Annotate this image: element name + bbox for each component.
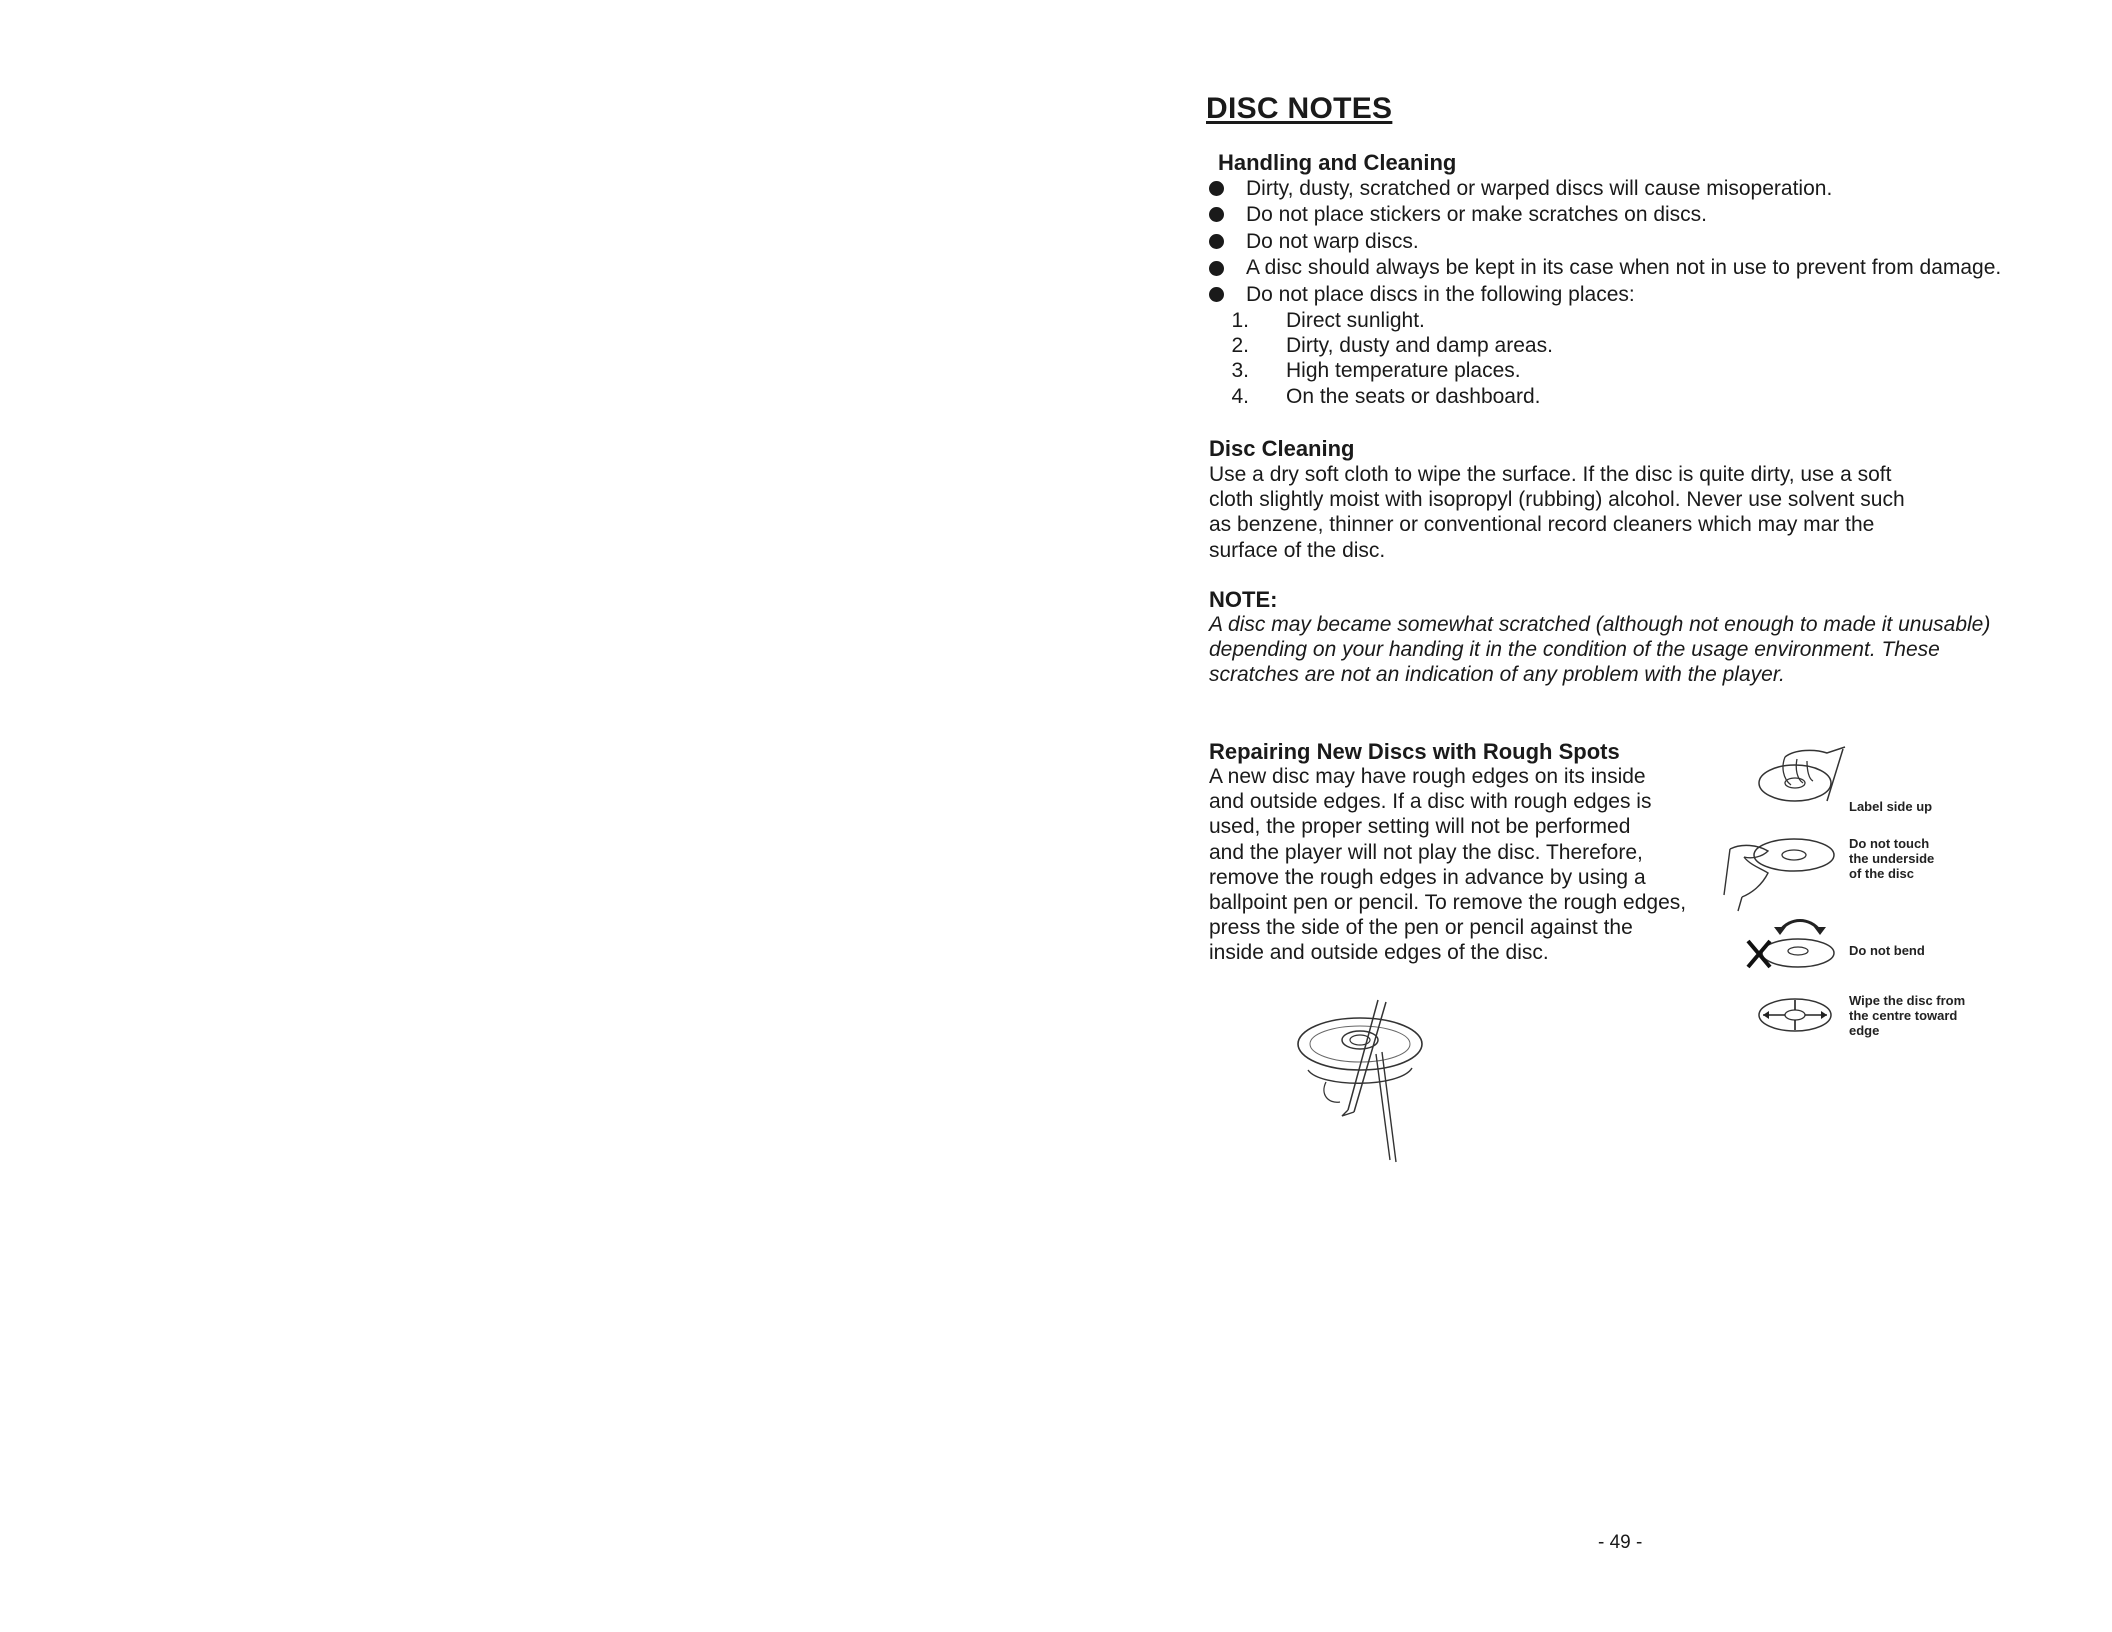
do-not-bend-caption: Do not bend <box>1849 943 1925 958</box>
wipe-caption: Wipe the disc from the centre toward edge <box>1849 993 1966 1038</box>
bullet-icon <box>1209 181 1224 196</box>
handling-heading: Handling and Cleaning <box>1218 150 1457 175</box>
note-text: A disc may became somewhat scratched (although not enough to made it unusable) depending on your handing it in the condition of the usage environment. These scratches are not an indication of any problem with the player. <box>1209 613 1991 687</box>
repairing-text: A new disc may have rough edges on its inside and outside edges. If a disc with rough edges is used, the proper setting will not be performed and the player will not play the disc. Therefore, remove the rough edges in advance by using a ballpoint pen or pencil. To remove the rough edges, press the side of the pen or pencil against the inside and outside edges of the disc. <box>1209 765 1687 965</box>
label-side-up-caption: Label side up <box>1849 799 1933 814</box>
hand-holding-disc-icon <box>1755 745 1855 820</box>
handling-bullet-list <box>1206 175 2086 308</box>
hand-touching-disc-edge-icon <box>1722 835 1842 915</box>
do-not-touch-caption: Do not touch the underside of the disc <box>1849 836 1935 881</box>
repairing-heading: Repairing New Discs with Rough Spots <box>1209 739 1620 764</box>
note-heading: NOTE: <box>1209 587 1278 612</box>
pen-on-disc-icon <box>1290 998 1440 1168</box>
list-item: 2. Dirty, dusty and damp areas. <box>1231 334 1553 358</box>
do-not-bend-icon <box>1740 915 1840 975</box>
list-item: A disc should always be kept in its case when not in use to prevent from damage. <box>1206 255 2086 282</box>
list-item: Do not place stickers or make scratches on discs. <box>1206 202 2086 229</box>
page-title: DISC NOTES <box>1206 92 1393 125</box>
disc-cleaning-text: Use a dry soft cloth to wipe the surface. If the disc is quite dirty, use a soft cloth slightly moist with isopropyl (rubbing) alcohol. Never use solvent such as benzene, thinner or conventional record cleaners which may mar the surface of the disc. <box>1209 463 1905 562</box>
bullet-icon <box>1209 207 1224 222</box>
places-list <box>1222 308 1553 409</box>
wipe-direction-icon <box>1755 990 1835 1040</box>
bullet-icon <box>1209 287 1224 302</box>
page-number: - 49 - <box>1598 1532 1643 1553</box>
list-item: 4. On the seats or dashboard. <box>1231 384 1541 408</box>
list-item: Do not warp discs. <box>1206 228 2086 255</box>
list-item: 1. Direct sunlight. <box>1231 309 1425 332</box>
list-item: Dirty, dusty, scratched or warped discs will cause misoperation. <box>1206 175 2086 202</box>
list-item: 3. High temperature places. <box>1231 359 1521 383</box>
disc-cleaning-heading: Disc Cleaning <box>1209 436 1355 461</box>
bullet-icon <box>1209 261 1224 276</box>
list-item: Do not place discs in the following places: <box>1206 281 2086 308</box>
bullet-icon <box>1209 234 1224 249</box>
